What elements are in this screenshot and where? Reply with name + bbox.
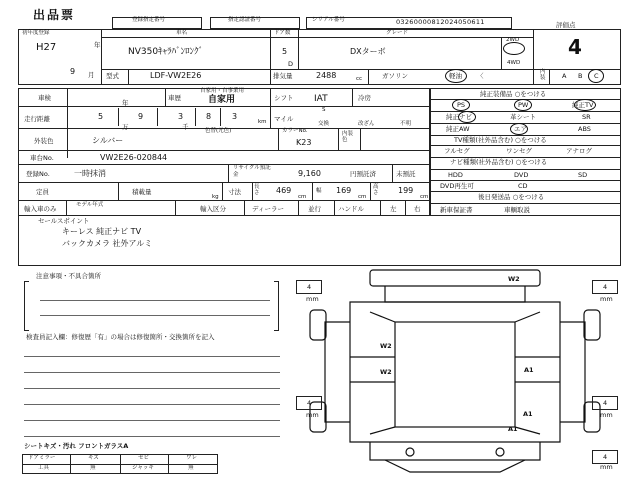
interior-color-label: 内装色 xyxy=(342,131,354,143)
notes-label: 注意事項・不具合箇所 xyxy=(36,272,101,280)
mileage-s-marker: S xyxy=(322,107,326,113)
color-no-value: K23 xyxy=(296,138,312,147)
mark-left-mid: W2 xyxy=(380,342,392,350)
form-title: 出品票 xyxy=(33,8,76,22)
model-year-label: モデル年式 xyxy=(76,202,104,208)
registration-label: 登録No. xyxy=(26,170,50,178)
mm-value-fl: 4 xyxy=(307,399,312,407)
width-unit: cm xyxy=(358,194,367,200)
equip-navi-circle xyxy=(458,111,476,123)
chassis-label: 車台No. xyxy=(30,154,54,162)
width-value: 169 xyxy=(336,186,352,195)
bottom-col-1: ドアミラー xyxy=(28,455,56,461)
drive-4wd: 4WD xyxy=(507,60,521,66)
equipment-title: 純正装備品 ○をつける xyxy=(480,90,547,98)
registration-value: 一時抹消 xyxy=(74,169,106,178)
bottom-col-3: セビ xyxy=(138,455,150,461)
inspection-label: 車検 xyxy=(38,94,51,102)
width-label: 幅 xyxy=(316,188,322,194)
inspection-year: 年 xyxy=(122,99,129,107)
color-change-label: 色替(元色) xyxy=(205,128,232,134)
tv-type-title: TV種類(社外品含む) ○をつける xyxy=(454,136,547,144)
doors-label: ドア数 xyxy=(274,30,291,36)
mm-value-rl: 4 xyxy=(307,283,312,291)
import-dealer: ディーラー xyxy=(252,205,284,213)
interior-a: A xyxy=(562,72,567,80)
fuel-selected-circle xyxy=(445,69,467,83)
import-label: 輸入車のみ xyxy=(24,205,57,213)
equip-tv-circle xyxy=(574,99,596,111)
mm-unit-spare: mm xyxy=(600,463,613,471)
first-reg-label: 初年度登録 xyxy=(22,30,50,36)
tv-oneseg: ワンセグ xyxy=(506,147,532,155)
equip-pw: PW xyxy=(518,101,529,109)
sales-point-line-1: キーレス 純正ナビ TV xyxy=(62,227,142,236)
shift-value: IAT xyxy=(314,94,328,104)
interior-b: B xyxy=(578,72,583,80)
mileage-digit-5: 3 xyxy=(232,112,238,121)
first-reg-month: 9 xyxy=(70,67,76,76)
doors-value: 5 xyxy=(282,47,288,56)
mark-left-low: W2 xyxy=(380,368,392,376)
fuel-diesel: 軽油 xyxy=(449,72,462,80)
history-value: 自家用 xyxy=(208,95,236,105)
mileage-col-a: 交換 xyxy=(318,121,330,127)
displacement-value: 2488 xyxy=(316,71,337,80)
cd-label: CD xyxy=(518,182,528,190)
equip-ps: PS xyxy=(457,101,466,109)
serial-value: 03260000812024050611 xyxy=(396,18,485,26)
box-certification-label: 指定認証番号 xyxy=(228,17,262,23)
drive-2wd: 2WD xyxy=(506,37,520,43)
exterior-color-value: シルバー xyxy=(92,136,124,145)
mileage-col-c: 不明 xyxy=(400,121,412,127)
mileage-digit-4: 8 xyxy=(206,112,212,121)
recycle-label: リサイクル預託金 xyxy=(233,165,271,178)
mm-value-rr: 4 xyxy=(603,283,608,291)
mark-front: A1 xyxy=(508,425,518,433)
load-label: 積載量 xyxy=(132,188,152,196)
equip-navi: 純正ナビ xyxy=(446,113,472,121)
bottom-col-4: ワレ xyxy=(186,455,198,461)
mileage-mile-label: マイル xyxy=(274,115,294,123)
vehicle-name-label: 車名 xyxy=(176,30,188,36)
bottom-jack-label: ジャッキ xyxy=(132,465,154,471)
first-reg-year-unit: 年 xyxy=(94,41,101,49)
tv-fullseg: フルセグ xyxy=(444,147,470,155)
model-type-label: 型式 xyxy=(106,72,119,80)
car-damage-diagram xyxy=(290,262,630,477)
equip-air-circle xyxy=(510,123,528,135)
interior-label: 内装 xyxy=(540,69,546,81)
equip-abs: ABS xyxy=(578,125,591,133)
mm-unit-rr: mm xyxy=(600,295,613,303)
docs-manual: 車輌取説 xyxy=(504,206,530,214)
height-value: 199 xyxy=(398,186,414,195)
navi-sd: SD xyxy=(578,171,588,179)
import-left: 左 xyxy=(390,205,397,213)
mm-unit-fl: mm xyxy=(306,411,319,419)
dims-label: 寸法 xyxy=(228,188,241,196)
doors-sub: D xyxy=(288,60,294,68)
mileage-digit-2: 9 xyxy=(138,112,144,121)
displacement-label: 排気量 xyxy=(273,72,293,80)
shift-label: シフト xyxy=(274,94,294,102)
fuel-gasoline: ガソリン xyxy=(382,72,408,80)
score-value: 4 xyxy=(568,35,582,59)
navi-type-title: ナビ種類(社外品含む) ○をつける xyxy=(450,158,548,166)
recycle-unit: 円預託済 xyxy=(350,170,376,178)
box-registration-designation-label: 登録指定番号 xyxy=(132,17,166,23)
grade-value: DXターボ xyxy=(350,47,386,56)
bottom-jack-value: 無 xyxy=(188,465,194,471)
equip-leather: 革シート xyxy=(510,113,536,121)
recycle-value: 9,160 xyxy=(298,169,321,178)
mileage-col-b: 改ざん xyxy=(358,121,375,127)
length-value: 469 xyxy=(276,186,292,195)
equip-sr: SR xyxy=(582,113,591,121)
chassis-value: VW2E26-020844 xyxy=(100,153,168,162)
mark-rear: W2 xyxy=(508,275,520,283)
bottom-tool-label: 工具 xyxy=(38,465,50,471)
exterior-color-label: 外装色 xyxy=(34,137,54,145)
fuel-more: 〈 xyxy=(477,72,484,80)
length-unit: cm xyxy=(298,194,307,200)
interior-c: C xyxy=(594,72,599,80)
mm-value-spare: 4 xyxy=(603,453,608,461)
grade-label: グレード xyxy=(386,30,409,36)
import-parallel: 並行 xyxy=(308,205,321,213)
height-unit: cm xyxy=(420,194,429,200)
sales-point-line-2: バックカメラ 社外アルミ xyxy=(62,239,153,248)
drive-selected-circle xyxy=(503,42,525,55)
color-no-label: カラーNo. xyxy=(282,128,308,134)
mark-front-low: A1 xyxy=(523,410,533,418)
history-label: 車歴 xyxy=(168,94,181,102)
sales-point-label: セールスポイント xyxy=(38,217,90,225)
navi-hdd: HDD xyxy=(448,171,463,179)
mileage-label: 走行距離 xyxy=(24,115,50,123)
mileage-unit: km xyxy=(258,119,267,125)
history-note: 自家用・自事業用 xyxy=(200,88,245,94)
model-type-value: LDF-VW2E26 xyxy=(150,71,202,80)
first-reg-month-unit: 月 xyxy=(88,71,95,79)
recycle-unpaid: 未預託 xyxy=(396,170,416,178)
inspector-label: 検査員記入欄：修復歴「有」の場合は修復箇所・交換箇所を記入 xyxy=(26,333,215,341)
mark-right-low: A1 xyxy=(524,366,534,374)
tv-analog: アナログ xyxy=(566,147,592,155)
mileage-digit-3: 3 xyxy=(178,112,184,121)
capacity-label: 定員 xyxy=(36,188,49,196)
height-label: 高さ xyxy=(373,184,379,196)
bottom-col-2: キズ xyxy=(88,455,99,461)
equip-tv: 純正TV xyxy=(572,101,594,109)
mileage-man: 万 xyxy=(122,123,129,131)
bottom-stain-label: シートキズ・汚れ フロントガラスA xyxy=(24,442,129,450)
navi-dvd: DVD xyxy=(514,171,529,179)
equip-aw: 純正AW xyxy=(446,125,470,133)
mileage-digit-1: 5 xyxy=(98,112,104,121)
displacement-unit: cc xyxy=(356,76,363,82)
vehicle-name-value: NV350ｷｬﾗﾊﾞﾝﾛﾝｸﾞ xyxy=(128,47,204,57)
length-label: 長さ xyxy=(254,184,260,196)
ac-label: 冷房 xyxy=(358,94,371,102)
import-right: 右 xyxy=(414,205,421,213)
import-div-label: 輸入区分 xyxy=(200,205,226,213)
docs-warranty: 新車保証書 xyxy=(440,206,473,214)
equip-air: エア xyxy=(514,125,527,133)
import-handle: ハンドル xyxy=(338,205,364,213)
interior-selected-circle xyxy=(588,69,604,83)
first-reg-era: H27 xyxy=(36,42,57,53)
mm-unit-fr: mm xyxy=(600,411,613,419)
vehicle-detail-table xyxy=(18,88,430,216)
mm-unit-rl: mm xyxy=(306,295,319,303)
load-unit: kg xyxy=(212,194,219,200)
equip-pw-circle xyxy=(514,99,532,111)
mileage-sen: 千 xyxy=(182,123,189,131)
serial-label: シリアル番号 xyxy=(312,17,345,23)
docs-title: 後日発送品 ○をつける xyxy=(478,193,545,201)
bottom-tool-value: 無 xyxy=(90,465,96,471)
dvd-play-label: DVD再生可 xyxy=(440,182,474,190)
equip-ps-circle xyxy=(452,99,470,111)
score-label: 評価点 xyxy=(556,21,576,29)
mm-value-fr: 4 xyxy=(603,399,608,407)
